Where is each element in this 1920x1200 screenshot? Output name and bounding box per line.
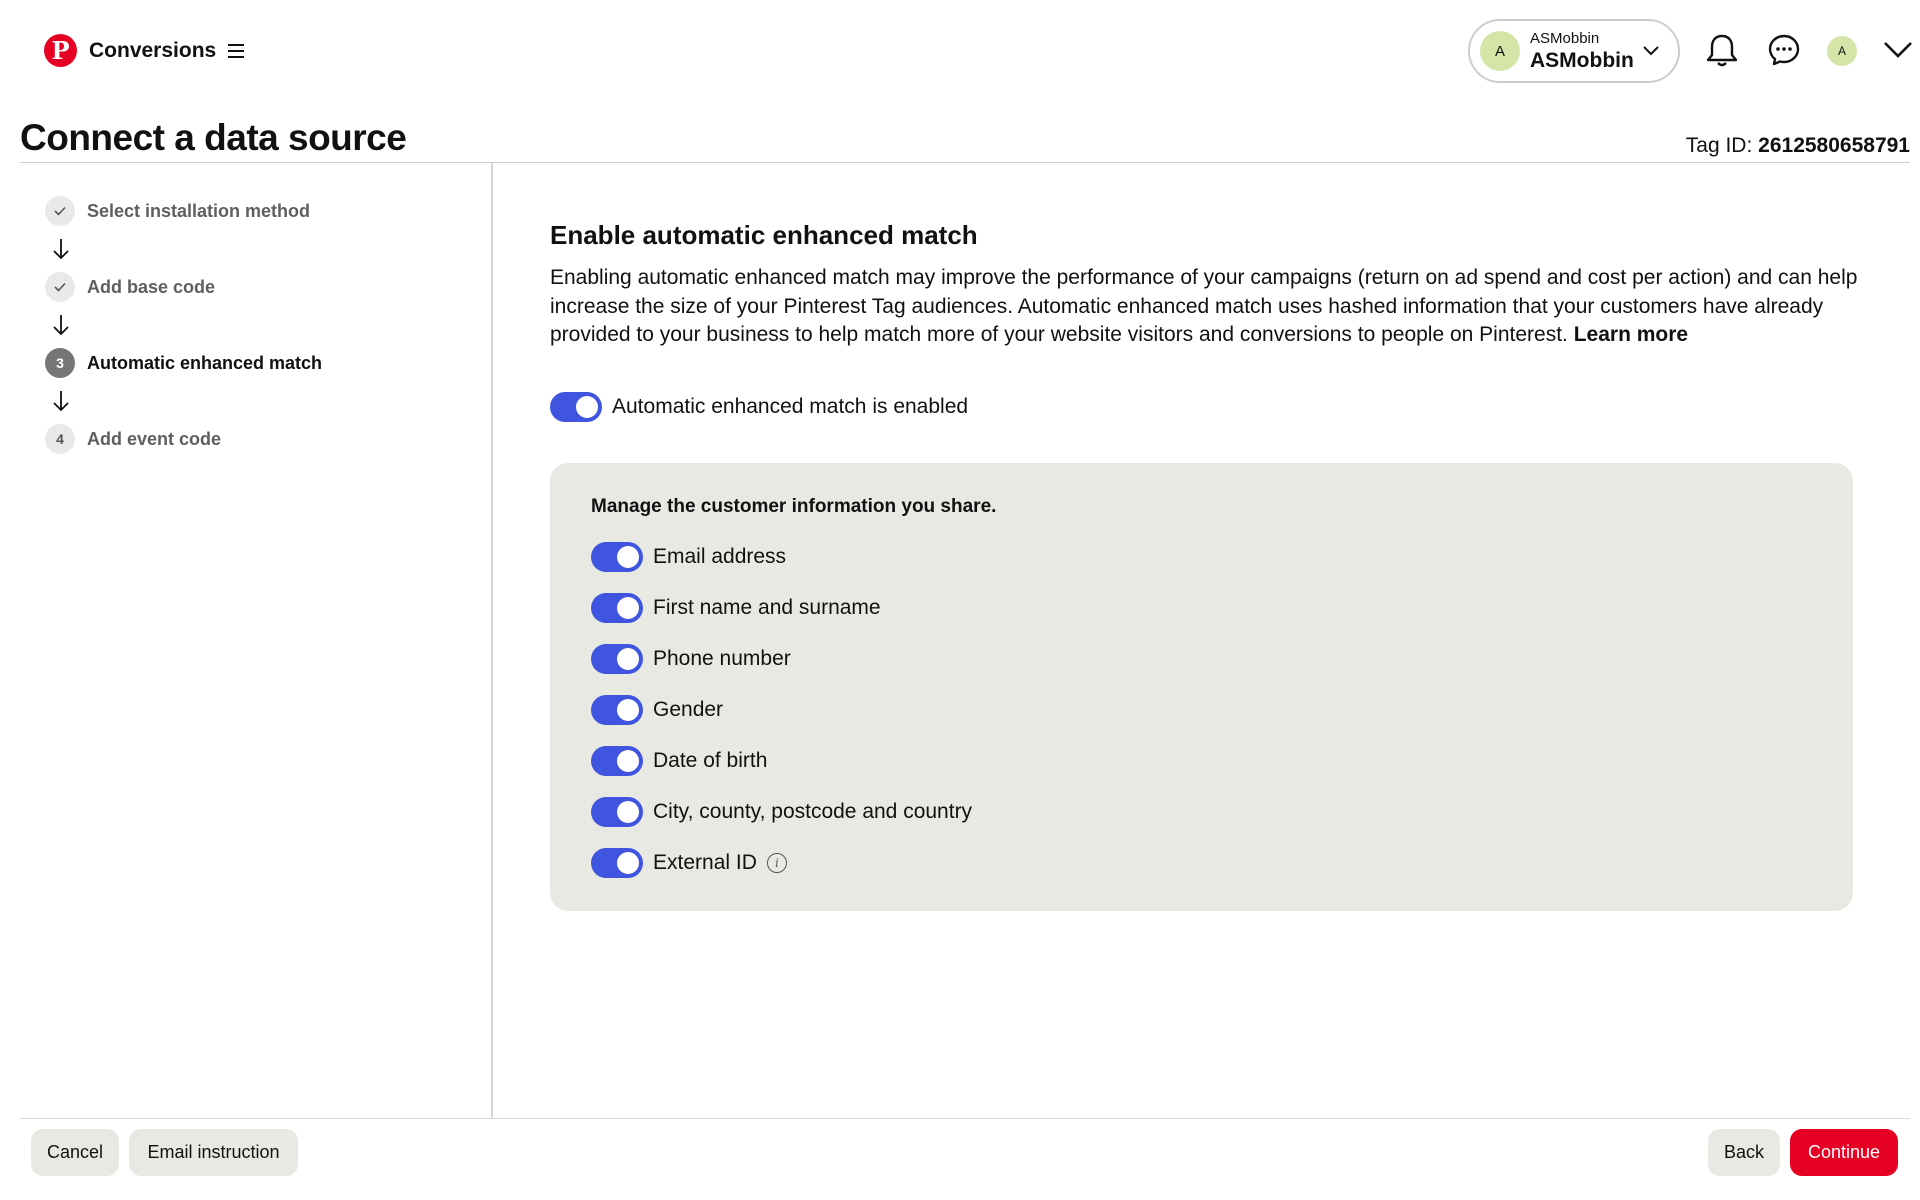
step-check-icon [45, 272, 75, 302]
external-id-toggle[interactable] [591, 848, 643, 878]
messages-icon[interactable] [1764, 30, 1804, 70]
info-icon[interactable]: i [767, 853, 787, 873]
option-first-name-and-surname [591, 593, 881, 623]
option-email-address [591, 542, 786, 572]
option-label: Gender [653, 698, 724, 721]
tag-id [1686, 134, 1910, 158]
option-label: First name and surname [653, 596, 881, 619]
tag-id-label: Tag ID: [1685, 134, 1753, 157]
enhanced-match-toggle-label: Automatic enhanced match is enabled [612, 395, 969, 418]
step-label: Add event code [87, 428, 222, 449]
hamburger-menu-icon[interactable] [228, 44, 244, 58]
option-date-of-birth [591, 746, 767, 776]
step-select-installation-method[interactable] [45, 196, 310, 226]
step-automatic-enhanced-match[interactable] [45, 348, 322, 378]
option-label: Phone number [653, 647, 791, 670]
footer-divider [20, 1118, 1910, 1119]
avatar: A [1480, 31, 1520, 71]
option-label: Email address [653, 545, 787, 568]
option-external-id [591, 848, 787, 878]
date-of-birth-toggle[interactable] [591, 746, 643, 776]
arrow-down-icon [51, 314, 71, 336]
email-address-toggle[interactable] [591, 542, 643, 572]
account-switcher[interactable] [1468, 19, 1680, 83]
back-button[interactable]: Back [1708, 1129, 1780, 1176]
arrow-down-icon [51, 390, 71, 412]
profile-avatar[interactable]: A [1827, 36, 1857, 66]
name-toggle[interactable] [591, 593, 643, 623]
account-name: ASMobbin [1530, 48, 1634, 72]
step-label: Add base code [87, 276, 216, 297]
location-toggle[interactable] [591, 797, 643, 827]
step-add-event-code[interactable] [45, 424, 221, 454]
logo-letter: P [51, 36, 70, 65]
step-number: 3 [45, 348, 75, 378]
app-name[interactable]: Conversions [89, 38, 217, 62]
option-location [591, 797, 972, 827]
step-label: Select installation method [87, 200, 311, 221]
pinterest-logo-icon[interactable] [44, 34, 77, 67]
step-number: 4 [45, 424, 75, 454]
page-title: Connect a data source [20, 117, 407, 158]
option-phone-number [591, 644, 791, 674]
learn-more-link[interactable]: Learn more [1573, 323, 1689, 346]
tag-id-value: 2612580658791 [1758, 134, 1910, 157]
top-bar [0, 0, 1920, 104]
gender-toggle[interactable] [591, 695, 643, 725]
panel-title: Manage the customer information you share. [591, 496, 997, 517]
enhanced-match-toggle-row [550, 392, 968, 422]
arrow-down-icon [51, 238, 71, 260]
step-label: Automatic enhanced match [87, 352, 323, 373]
stepper-sidebar [20, 163, 493, 1118]
option-gender [591, 695, 723, 725]
section-title: Enable automatic enhanced match [550, 220, 978, 250]
continue-button[interactable]: Continue [1790, 1129, 1898, 1176]
cancel-button[interactable]: Cancel [31, 1129, 119, 1176]
chevron-down-icon[interactable] [1880, 30, 1916, 70]
phone-number-toggle[interactable] [591, 644, 643, 674]
option-label: City, county, postcode and country [653, 800, 973, 823]
brand [44, 34, 244, 67]
account-small-name: ASMobbin [1530, 29, 1600, 47]
enhanced-match-toggle[interactable] [550, 392, 602, 422]
chevron-down-icon [1642, 45, 1660, 57]
description [550, 264, 1860, 350]
step-add-base-code[interactable] [45, 272, 215, 302]
notifications-bell-icon[interactable] [1702, 30, 1742, 70]
option-label: Date of birth [653, 749, 768, 772]
step-check-icon [45, 196, 75, 226]
option-label: External ID [653, 851, 757, 874]
customer-info-panel [550, 463, 1853, 911]
email-instruction-button[interactable]: Email instruction [129, 1129, 298, 1176]
description-text: Enabling automatic enhanced match may improve the performance of your campaigns (return on ad spend and cost per action) and can help increase the size of your Pinterest Tag audiences. Automatic enhanced match uses hashed information that your customers have already provided to your business to help match more of your website visitors and conversions to people on Pinterest. [550, 266, 1858, 346]
